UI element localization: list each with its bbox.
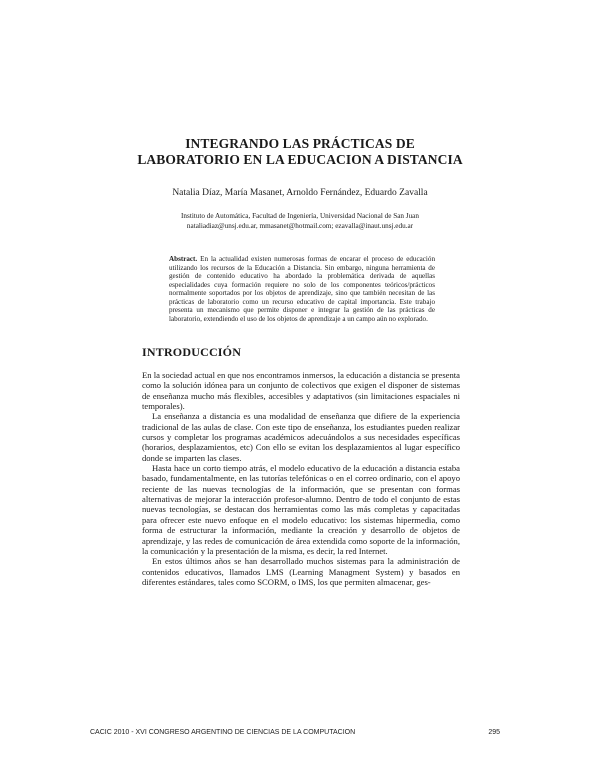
abstract-text: En la actualidad existen numerosas formas de encarar el proceso de educación utilizando los recursos de la Educación a Distancia. Sin embargo, ninguna herramienta de gestión de contenido educativo ha abordado la problemática derivada de aquellas especialidades cuya formación requiere no solo de los componentes teóricos/prácticos normalmente soportados por los objetos de aprendizaje, sino que también necesitan de las prácticas de laboratorio como un recurso educativo de capital importancia. Este trabajo presenta un mecanismo que permite disponer e integrar la gestión de las prácticas de laboratorio, extendiendo el uso de los objetos de aprendizaje a un campo aún no explorado.	[169, 255, 435, 323]
title-line-1: INTEGRANDO LAS PRÁCTICAS DE	[185, 136, 415, 151]
abstract-label: Abstract.	[169, 255, 198, 263]
affiliation	[0, 211, 600, 231]
paragraph: En estos últimos años se han desarrollado muchos sistemas para la administración de contenidos educativos, llamados LMS (Learning Managment System) y basados en diferentes estándares, tales como SCORM, o IMS, los que permiten almacenar, ges-	[142, 556, 460, 587]
paragraph: La enseñanza a distancia es una modalidad de enseñanza que difiere de la experiencia tradicional de las aulas de clase. Con este tipo de enseñanza, los estudiantes pueden realizar cursos y completar los programas académicos adecuándolos a sus necesidades específicas (horarios, desplazamientos, etc) Con ello se evitan los desplazamientos al lugar específico donde se imparten las clases.	[142, 411, 460, 463]
page-number: 295	[488, 729, 500, 736]
paragraph: Hasta hace un corto tiempo atrás, el modelo educativo de la educación a distancia estaba basado, fundamentalmente, en las tutorías telefónicas o en el correo ordinario, con el apoyo reciente de las nuevas tecnologías de la información, que se presentan con formas alternativas de mejorar la interacción profesor-alumno. Dentro de todo el conjunto de estas nuevas tecnologías, se destacan dos herramientas como las más completas y capacitadas para ofrecer este nuevo enfoque en el modelo educativo: los sistemas hipermedia, como forma de estructurar la información, mediante la creación y desarrollo de objetos de aprendizaje, y las redes de comunicación de área extendida como soporte de la información, la comunicación y la presentación de la misma, es decir, la red Internet.	[142, 463, 460, 556]
paragraph: En la sociedad actual en que nos encontramos inmersos, la educación a distancia se presenta como la solución idónea para un conjunto de colectivos que exigen el disponer de sistemas de enseñanza mucho más flexibles, accesibles y adaptativos (sin limitaciones espaciales ni temporales).	[142, 370, 460, 412]
affiliation-emails: nataliadiaz@unsj.edu.ar, mmasanet@hotmail.com; ezavalla@inaut.unsj.edu.ar	[186, 222, 414, 230]
affiliation-institution: Instituto de Automática, Facultad de Ingeniería, Universidad Nacional de San Juan	[181, 212, 419, 220]
paper-title	[0, 136, 600, 168]
author-list: Natalia Díaz, María Masanet, Arnoldo Fernández, Eduardo Zavalla	[172, 188, 428, 198]
page-footer	[90, 729, 510, 736]
abstract	[169, 255, 435, 323]
body-text	[142, 370, 460, 587]
section-heading: INTRODUCCIÓN	[142, 345, 242, 359]
footer-conference: CACIC 2010 - XVI CONGRESO ARGENTINO DE CIENCIAS DE LA COMPUTACION	[90, 729, 356, 736]
title-line-2: LABORATORIO EN LA EDUCACION A DISTANCIA	[137, 152, 463, 167]
